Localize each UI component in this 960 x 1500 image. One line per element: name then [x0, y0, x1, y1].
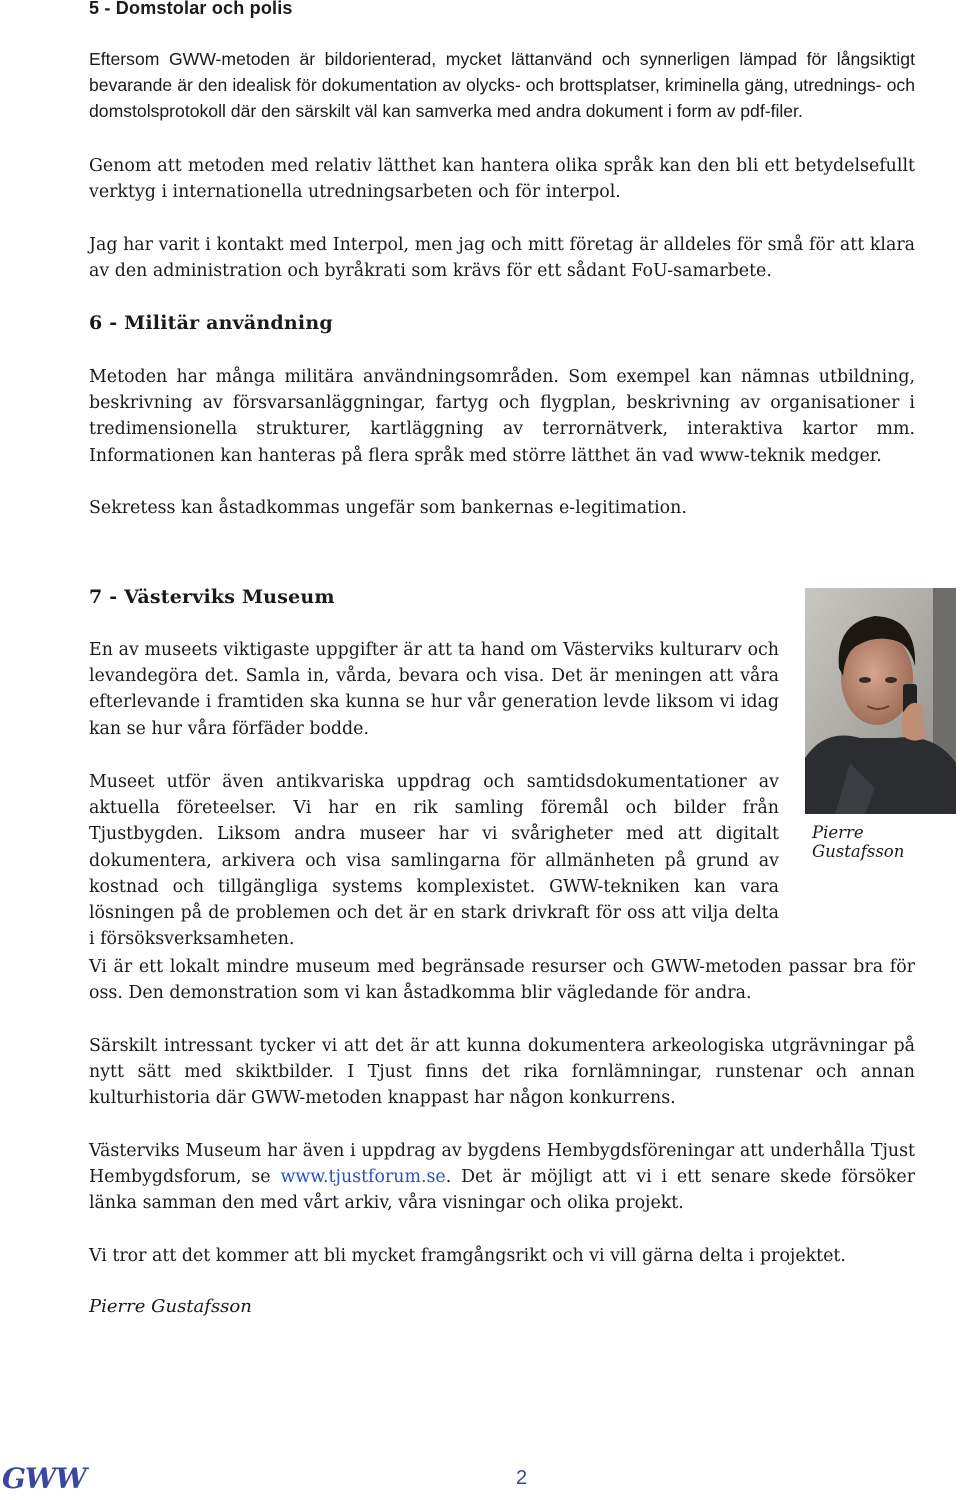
section-7-paragraph-4: Särskilt intressant tycker vi att det är att kunna dokumentera arkeologiska utgrävningar på nytt sätt med skiktbilder. I Tjust finns det rika fornlämningar, runstenar och annan kulturhistoria där GWW-metoden knappast har någon konkurrens.: [89, 1036, 915, 1109]
section-5-paragraph-3: Jag har varit i kontakt med Interpol, men jag och mitt företag är alldeles för små för att klara av den administration och byråkrati som krävs för ett sådant FoU-samarbete.: [89, 235, 915, 282]
photo-caption: Pierre Gustafsson: [812, 823, 905, 861]
section-7-paragraph-2: Museet utför även antikvariska uppdrag och samtidsdokumentationer av aktuella företeelser. Vi har en rik samling föremål och bilder från Tjustbygden. Liksom andra museer har vi svårigheter med att digitalt dokumentera, arkivera och visa samlingarna för allmänheten på grund av kostnad och tillgängliga systems komplexistet. GWW-tekniken kan vara lösningen på de problemen och det är en stark drivkraft för oss att vilja delta i försöksverksamheten.: [89, 772, 779, 950]
section-6-paragraph-2: Sekretess kan åstadkommas ungefär som bankernas e-legitimation.: [89, 498, 687, 518]
section-7-heading: 7 - Västerviks Museum: [89, 586, 335, 608]
page-number: 2: [516, 1467, 528, 1489]
section-5-heading: 5 - Domstolar och polis: [89, 0, 293, 18]
section-7-paragraph-5: [89, 1138, 915, 1217]
paragraph-5-text-after: . Det är möjligt att vi i ett senare skede försöker länka samman den med vårt arkiv, våra visningar och olika projekt.: [89, 1167, 916, 1214]
section-6-heading: 6 - Militär användning: [89, 312, 333, 334]
section-7-paragraph-3: Vi är ett lokalt mindre museum med begränsade resurser och GWW-metoden passar bra för oss. Den demonstration som vi kan åstadkomma blir vägledande för andra.: [89, 957, 915, 1004]
gww-logo: GWW: [2, 1462, 86, 1495]
section-7-paragraph-6: Vi tror att det kommer att bli mycket framgångsrikt och vi vill gärna delta i projektet.: [89, 1246, 846, 1266]
tjustforum-link[interactable]: www.tjustforum.se: [280, 1167, 446, 1188]
paragraph-5-text-before: Västerviks Museum har även i uppdrag av bygdens Hembygdsföreningar att underhålla Tjust Hembygdsforum, se: [89, 1141, 915, 1188]
portrait-photo: [805, 588, 956, 814]
section-6-paragraph-1: Metoden har många militära användningsområden. Som exempel kan nämnas utbildning, beskrivning av försvarsanläggningar, fartyg och flygplan, beskrivning av organisationer i tredimensionella strukturer, kartläggning av terrornätverk, interaktiva kartor mm. Informationen kan hanteras på flera språk med större lätthet än vad www-teknik medger.: [89, 367, 915, 466]
signature: Pierre Gustafsson: [89, 1296, 252, 1317]
section-5-paragraph-1: Eftersom GWW-metoden är bildorienterad, mycket lättanvänd och synnerligen lämpad för långsiktigt bevarande är den idealisk för dokumentation av olycks- och brottsplatser, kriminella gäng, utrednings- och domstolsprotokoll där den särskilt väl kan samverka med andra dokument i form av pdf-filer.: [89, 49, 915, 122]
section-7-paragraph-1: En av museets viktigaste uppgifter är att ta hand om Västerviks kulturarv och levandegöra det. Samla in, vårda, bevara och visa. Det är meningen att våra efterlevande i framtiden ska kunna se hur vår generation levde liksom vi idag kan se hur våra förfäder bodde.: [89, 640, 779, 739]
section-5-paragraph-2: Genom att metoden med relativ lätthet kan hantera olika språk kan den bli ett betydelsefullt verktyg i internationella utredningsarbeten och för interpol.: [89, 156, 915, 203]
